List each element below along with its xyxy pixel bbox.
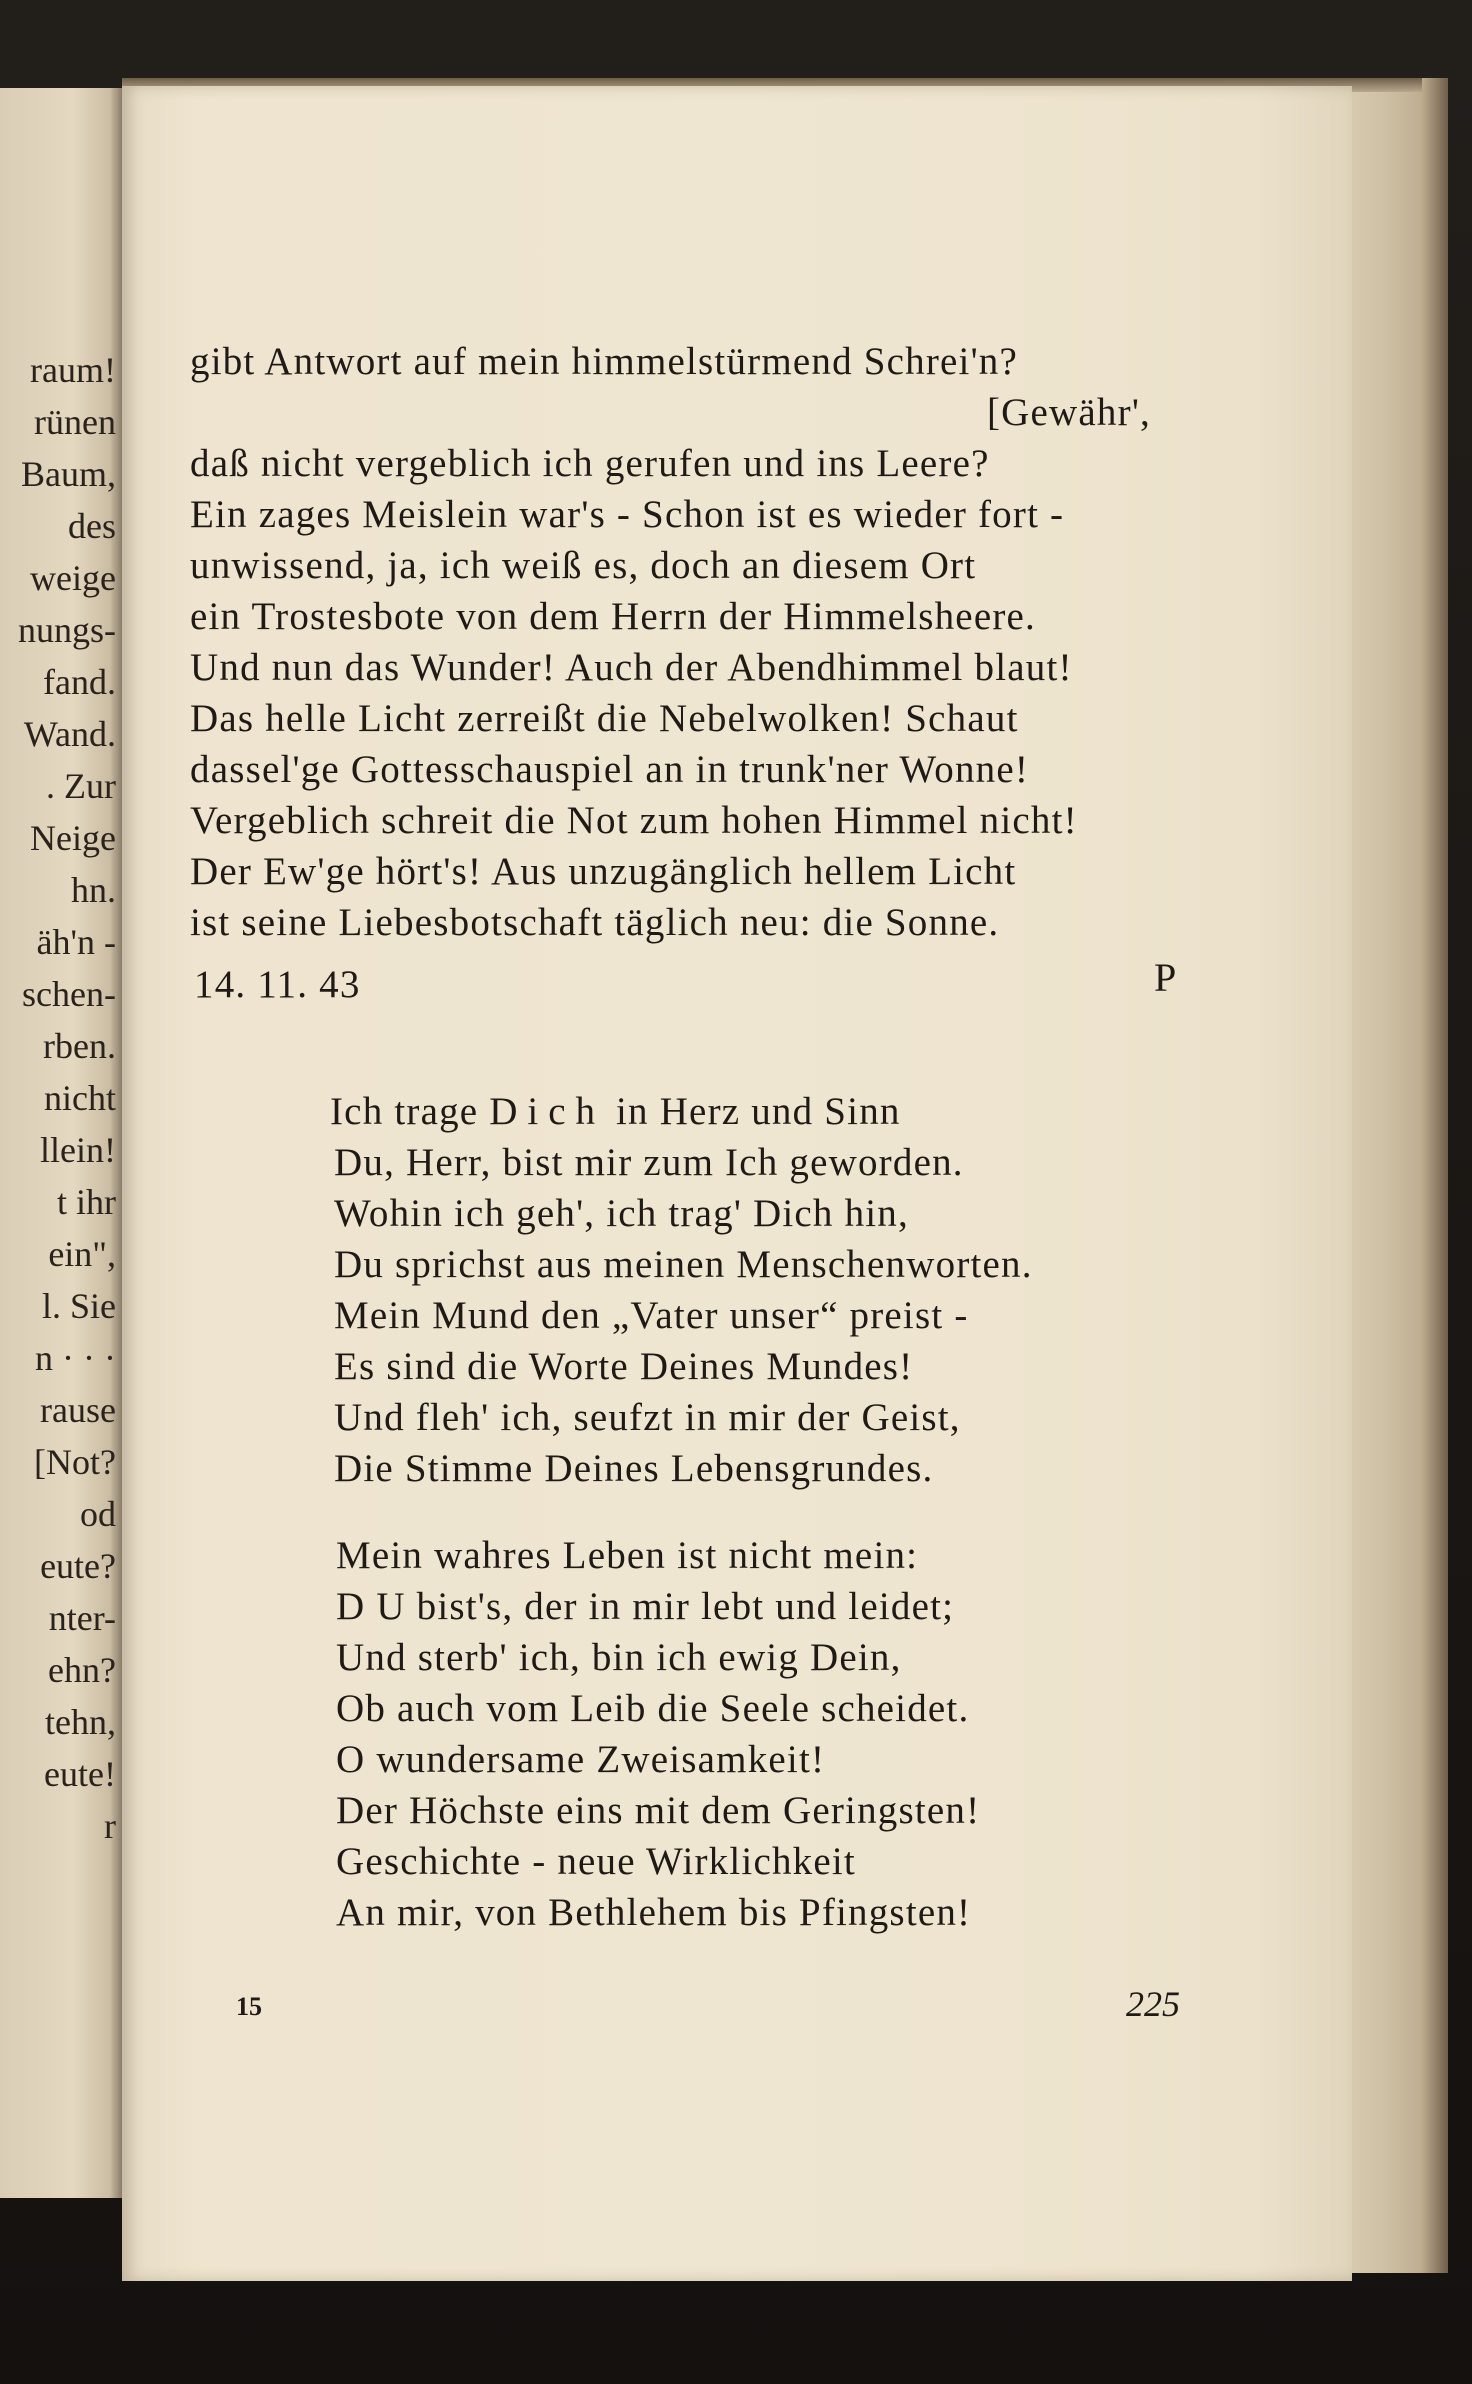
previous-page-line: ein", (48, 1234, 116, 1274)
poem2-line: Der Höchste eins mit dem Geringsten! (336, 1789, 981, 1832)
poem1-line: unwissend, ja, ich weiß es, doch an diesem Ort (190, 544, 977, 587)
poem1-line: Vergeblich schreit die Not zum hohen Himmel nicht! (190, 799, 1078, 842)
page-stack-edge (1340, 78, 1448, 2273)
previous-page-line: llein! (40, 1130, 116, 1170)
previous-page-line: l. Sie (41, 1286, 116, 1326)
poem2-line: Wohin ich geh', ich trag' Dich hin, (334, 1192, 909, 1235)
previous-page-line: rünen (34, 402, 116, 442)
previous-page-line: raum! (30, 350, 116, 390)
previous-page-line: äh'n - (36, 922, 116, 962)
previous-page-edge (0, 88, 122, 2198)
poem2-line: O wundersame Zweisamkeit! (336, 1738, 826, 1781)
poem2-first-line (330, 1092, 901, 1131)
poem1-line: Das helle Licht zerreißt die Nebelwolken! Schaut (190, 697, 1019, 740)
previous-page-line: . Zur (46, 766, 116, 806)
poem2-first-line-pre: Ich trage (330, 1090, 490, 1133)
poem1-signature: P (1154, 955, 1177, 1000)
previous-page-line: n · · · (35, 1338, 116, 1378)
previous-page-line: ehn? (48, 1650, 116, 1690)
poem2-line: Mein wahres Leben ist nicht mein: (336, 1534, 919, 1577)
poem2-line: Du, Herr, bist mir zum Ich geworden. (334, 1141, 964, 1184)
previous-page-line: rause (40, 1390, 116, 1430)
poem2-line: Geschichte - neue Wirklichkeit (336, 1840, 856, 1883)
previous-page-line: nungs- (18, 610, 116, 650)
poem2-first-line-post: in Herz und Sinn (605, 1090, 901, 1133)
previous-page-line: r (104, 1806, 116, 1846)
previous-page-line: od (80, 1494, 116, 1534)
poem2-first-line-spaced: Dich (489, 1090, 606, 1133)
poem2-line: Die Stimme Deines Lebensgrundes. (334, 1447, 934, 1490)
previous-page-line: eute! (44, 1754, 116, 1794)
poem1-line: Der Ew'ge hört's! Aus unzugänglich hellem Licht (190, 850, 1017, 893)
poem1-line: Und nun das Wunder! Auch der Abendhimmel blaut! (190, 646, 1073, 689)
poem1-line: dassel'ge Gottesschauspiel an in trunk'ner Wonne! (190, 748, 1030, 791)
poem2-line: An mir, von Bethlehem bis Pfingsten! (336, 1891, 972, 1934)
previous-page-line: nter- (48, 1598, 116, 1638)
previous-page-line: des (68, 506, 116, 546)
poem2-line: Mein Mund den „Vater unser“ preist - (334, 1294, 969, 1337)
signature-mark: 15 (236, 1992, 262, 2021)
previous-page-line: hn. (71, 870, 116, 910)
page-number: 225 (1126, 1984, 1180, 2024)
poem1-line: gibt Antwort auf mein himmelstürmend Schrei'n? (190, 340, 1019, 383)
previous-page-line: Baum, (21, 454, 116, 494)
poem2-line: Und fleh' ich, seufzt in mir der Geist, (334, 1396, 961, 1439)
poem1-line: ist seine Liebesbotschaft täglich neu: die Sonne. (190, 901, 1000, 944)
poem1-line: Ein zages Meislein war's - Schon ist es wieder fort - (190, 493, 1065, 536)
previous-page-line: weige (30, 558, 116, 598)
previous-page-line: Neige (30, 818, 116, 858)
poem2-line: Es sind die Worte Deines Mundes! (334, 1345, 914, 1388)
previous-page-line: schen- (22, 974, 116, 1014)
poem1-date: 14. 11. 43 (194, 963, 361, 1006)
previous-page-line: Wand. (23, 714, 116, 754)
previous-page-line: nicht (44, 1078, 116, 1118)
previous-page-line: t ihr (57, 1182, 116, 1222)
previous-page-line: rben. (43, 1026, 116, 1066)
previous-page-line: tehn, (45, 1702, 116, 1742)
poem2-line: Und sterb' ich, bin ich ewig Dein, (336, 1636, 902, 1679)
poem1-line: [Gewähr', (987, 391, 1152, 434)
previous-page-line: eute? (40, 1546, 116, 1586)
poem1-line: ein Trostesbote von dem Herrn der Himmelsheere. (190, 595, 1036, 638)
poem2-line: Ob auch vom Leib die Seele scheidet. (336, 1687, 970, 1730)
poem2-line: Du sprichst aus meinen Menschenworten. (334, 1243, 1033, 1286)
poem2-line: D U bist's, der in mir lebt und leidet; (336, 1585, 955, 1628)
previous-page-line: [Not? (34, 1442, 116, 1482)
previous-page-line: fand. (43, 662, 116, 702)
poem1-line: daß nicht vergeblich ich gerufen und ins Leere? (190, 442, 990, 485)
